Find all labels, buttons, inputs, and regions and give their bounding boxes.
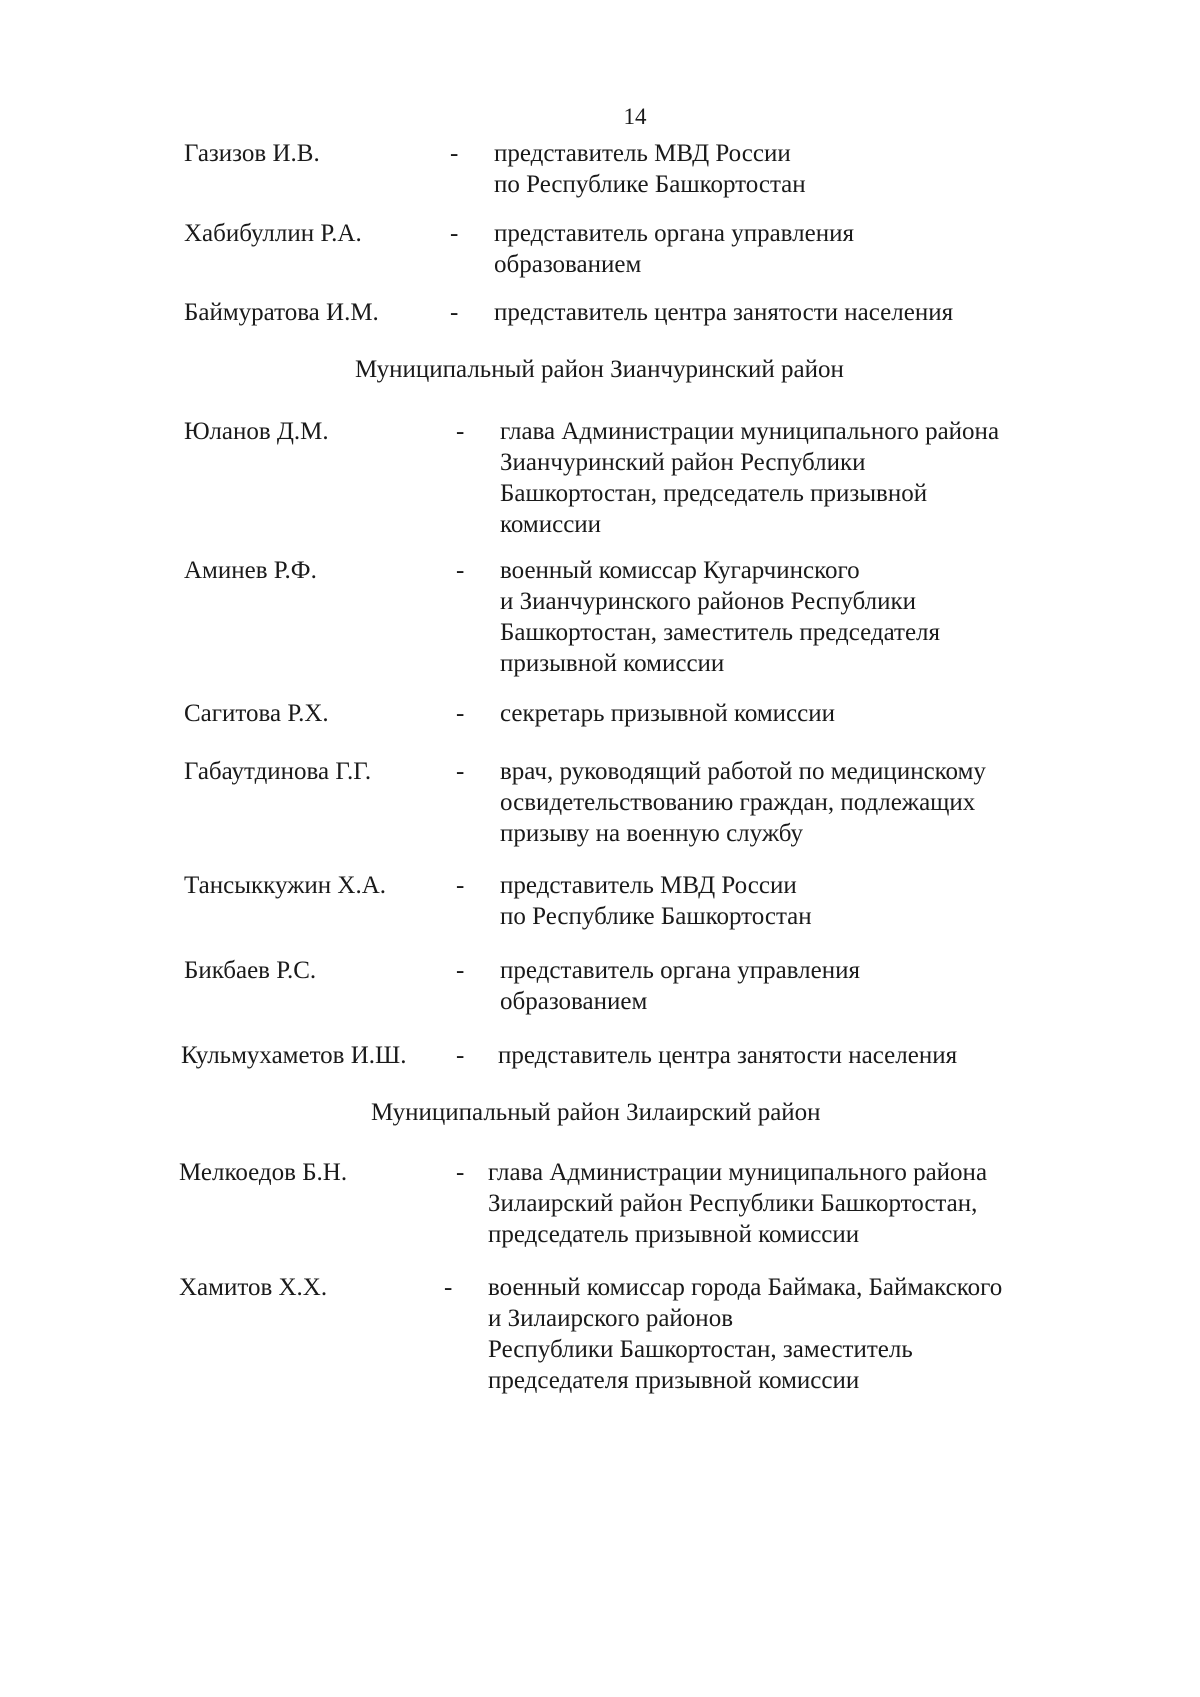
separator-dash: - [456,1042,465,1069]
role-line: председателя призывной комиссии [488,1367,860,1394]
member-role [494,138,1074,200]
member-name: Габаутдинова Г.Г. [184,758,372,785]
role-line: секретарь призывной комиссии [500,700,836,727]
member-name: Аминев Р.Ф. [184,557,317,584]
member-role [500,555,1080,679]
role-line: глава Администрации муниципального района [488,1159,988,1186]
section-heading-block [0,354,1200,385]
member-name: Мелкоедов Б.Н. [179,1159,348,1186]
member-name: Тансыккужин Х.А. [184,872,387,899]
role-line: Башкортостан, председатель призывной [500,480,928,507]
role-line: по Республике Башкортостан [500,903,812,930]
member-name: Юланов Д.М. [184,418,329,445]
role-line: по Республике Башкортостан [494,171,806,198]
separator-dash: - [456,872,465,899]
role-line: представитель органа управления [500,957,860,984]
role-line: председатель призывной комиссии [488,1221,860,1248]
separator-dash: - [456,418,465,445]
page-number: 14 [623,104,647,129]
role-line: и Зианчуринского районов Республики [500,588,917,615]
section-heading-block [0,1097,1200,1128]
member-name: Газизов И.В. [184,140,320,167]
role-line: Республики Башкортостан, заместитель [488,1336,913,1363]
role-line: призывной комиссии [500,650,725,677]
role-line: военный комиссар Кугарчинского [500,557,860,584]
member-role [500,955,1080,1017]
separator-dash: - [456,957,465,984]
role-line: представитель органа управления [494,220,854,247]
member-role [500,756,1080,849]
separator-dash: - [456,1159,465,1186]
role-line: освидетельствованию граждан, подлежащих [500,789,976,816]
member-role [488,1272,1068,1396]
separator-dash: - [450,299,459,326]
separator-dash: - [450,220,459,247]
member-role [500,416,1080,540]
member-role [500,698,1080,729]
role-line: военный комиссар города Баймака, Баймакского [488,1274,1003,1301]
section-heading: Муниципальный район Зианчуринский район [355,356,844,383]
role-line: призыву на военную службу [500,820,804,847]
role-line: представитель центра занятости населения [494,299,954,326]
member-name: Кульмухаметов И.Ш. [181,1042,407,1069]
role-line: Зианчуринский район Республики [500,449,866,476]
separator-dash: - [456,758,465,785]
role-line: глава Администрации муниципального района [500,418,1000,445]
role-line: Башкортостан, заместитель председателя [500,619,941,646]
member-name: Бикбаев Р.С. [184,957,317,984]
role-line: образованием [500,988,648,1015]
member-role [500,870,1080,932]
member-name: Хабибуллин Р.А. [184,220,362,247]
separator-dash: - [450,140,459,167]
role-line: представитель центра занятости населения [498,1042,958,1069]
role-line: врач, руководящий работой по медицинскому [500,758,986,785]
separator-dash: - [456,557,465,584]
section-heading: Муниципальный район Зилаирский район [371,1099,821,1126]
separator-dash: - [456,700,465,727]
member-role [498,1040,1078,1071]
role-line: комиссии [500,511,602,538]
member-role [488,1157,1068,1250]
role-line: Зилаирский район Республики Башкортостан, [488,1190,978,1217]
member-name: Баймуратова И.М. [184,299,379,326]
separator-dash: - [444,1274,453,1301]
member-name: Хамитов Х.Х. [179,1274,328,1301]
member-name: Сагитова Р.Х. [184,700,329,727]
role-line: представитель МВД России [500,872,797,899]
role-line: и Зилаирского районов [488,1305,733,1332]
member-role [494,297,1074,328]
role-line: образованием [494,251,642,278]
member-role [494,218,1074,280]
role-line: представитель МВД России [494,140,791,167]
